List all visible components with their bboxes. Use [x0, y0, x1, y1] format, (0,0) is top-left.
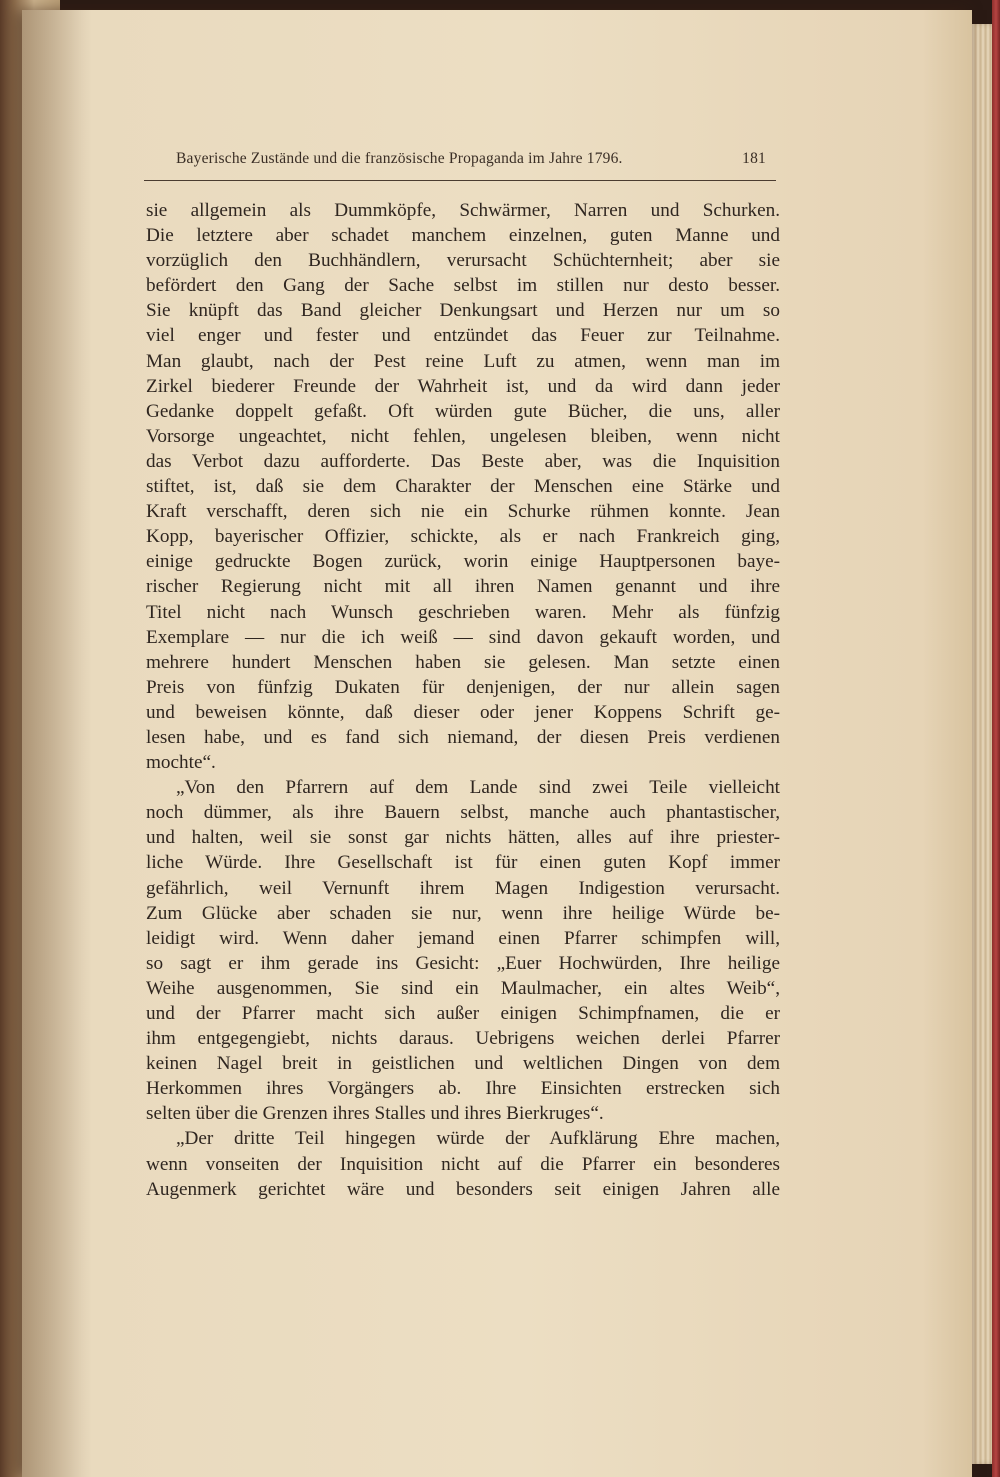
text-line: Gedanke doppelt gefaßt. Oft würden gute Bücher, die uns, aller — [146, 400, 780, 422]
text-line: Zirkel biederer Freunde der Wahrheit ist, und da wird dann jeder — [146, 375, 780, 397]
text-line: leidigt wird. Wenn daher jemand einen Pfarrer schimpfen will, — [146, 927, 780, 949]
text-line: selten über die Grenzen ihres Stalles und ihres Bierkruges“. — [146, 1103, 604, 1125]
text-line: rischer Regierung nicht mit all ihren Namen genannt und ihre — [146, 576, 780, 598]
running-title: Bayerische Zustände und die französische Propaganda im Jahre 1796. — [176, 150, 623, 167]
binding-shadow — [22, 10, 92, 1477]
text-line: ihm entgegengiebt, nichts daraus. Uebrigens weichen derlei Pfarrer — [146, 1028, 780, 1050]
text-line: mehrere hundert Menschen haben sie gelesen. Man setzte einen — [146, 651, 780, 673]
text-line: Exemplare — nur die ich weiß — sind davon gekauft worden, und — [146, 626, 780, 648]
text-line: Man glaubt, nach der Pest reine Luft zu atmen, wenn man im — [146, 350, 780, 372]
text-line: Herkommen ihres Vorgängers ab. Ihre Einsichten erstrecken sich — [146, 1078, 780, 1100]
text-line: Kopp, bayerischer Offizier, schickte, als er nach Frankreich ging, — [146, 526, 780, 548]
text-line: vorzüglich den Buchhändlern, verursacht Schüchternheit; aber sie — [146, 250, 780, 272]
text-line: stiftet, ist, daß sie dem Charakter der Menschen eine Stärke und — [146, 476, 780, 498]
text-line: Vorsorge ungeachtet, nicht fehlen, ungelesen bleiben, wenn nicht — [146, 425, 780, 447]
running-header — [144, 146, 776, 181]
text-line: Preis von fünfzig Dukaten für denjenigen, der nur allein sagen — [146, 676, 780, 698]
text-line: Zum Glücke aber schaden sie nur, wenn ihre heilige Würde be- — [146, 902, 780, 924]
text-line: Titel nicht nach Wunsch geschrieben waren. Mehr als fünfzig — [146, 601, 780, 623]
text-line: noch dümmer, als ihre Bauern selbst, manche auch phantastischer, — [146, 802, 780, 824]
text-line: das Verbot dazu aufforderte. Das Beste aber, was die Inquisition — [146, 450, 780, 472]
text-line: Kraft verschafft, deren sich nie ein Schurke rühmen konnte. Jean — [146, 501, 780, 523]
text-line: und halten, weil sie sonst gar nichts hätten, alles auf ihre priester- — [146, 827, 780, 849]
text-line: befördert den Gang der Sache selbst im stillen nur desto besser. — [146, 275, 780, 297]
page-edges — [972, 24, 994, 1464]
text-line: liche Würde. Ihre Gesellschaft ist für einen guten Kopf immer — [146, 852, 780, 874]
text-line: mochte“. — [146, 752, 216, 774]
text-line: Die letztere aber schadet manchem einzelnen, guten Manne und — [146, 225, 780, 247]
page-number: 181 — [742, 150, 766, 167]
text-line: sie allgemein als Dummköpfe, Schwärmer, Narren und Schurken. — [146, 200, 780, 221]
body-text — [146, 198, 780, 1202]
text-line: Augenmerk gerichtet wäre und besonders seit einigen Jahren alle — [146, 1178, 780, 1200]
text-line: „Der dritte Teil hingegen würde der Aufklärung Ehre machen, — [176, 1128, 780, 1150]
text-line: „Von den Pfarrern auf dem Lande sind zwei Teile vielleicht — [176, 777, 780, 799]
text-line: so sagt er ihm gerade ins Gesicht: „Euer Hochwürden, Ihre heilige — [146, 952, 780, 974]
text-line: keinen Nagel breit in geistlichen und weltlichen Dingen von dem — [146, 1053, 780, 1075]
book-cover-edge — [992, 0, 1000, 1477]
text-line: Sie knüpft das Band gleicher Denkungsart und Herzen nur um so — [146, 300, 780, 322]
text-line: Weihe ausgenommen, Sie sind ein Maulmacher, ein altes Weib“, — [146, 977, 780, 999]
text-line: einige gedruckte Bogen zurück, worin einige Hauptpersonen baye- — [146, 551, 780, 573]
text-line: lesen habe, und es fand sich niemand, der diesen Preis verdienen — [146, 726, 780, 748]
text-line: und beweisen könnte, daß dieser oder jener Koppens Schrift ge- — [146, 701, 780, 723]
text-line: wenn vonseiten der Inquisition nicht auf die Pfarrer ein besonderes — [146, 1153, 780, 1175]
text-line: gefährlich, weil Vernunft ihrem Magen Indigestion verursacht. — [146, 877, 780, 899]
text-line: und der Pfarrer macht sich außer einigen Schimpfnamen, die er — [146, 1003, 780, 1024]
text-line: viel enger und fester und entzündet das Feuer zur Teilnahme. — [146, 325, 780, 347]
